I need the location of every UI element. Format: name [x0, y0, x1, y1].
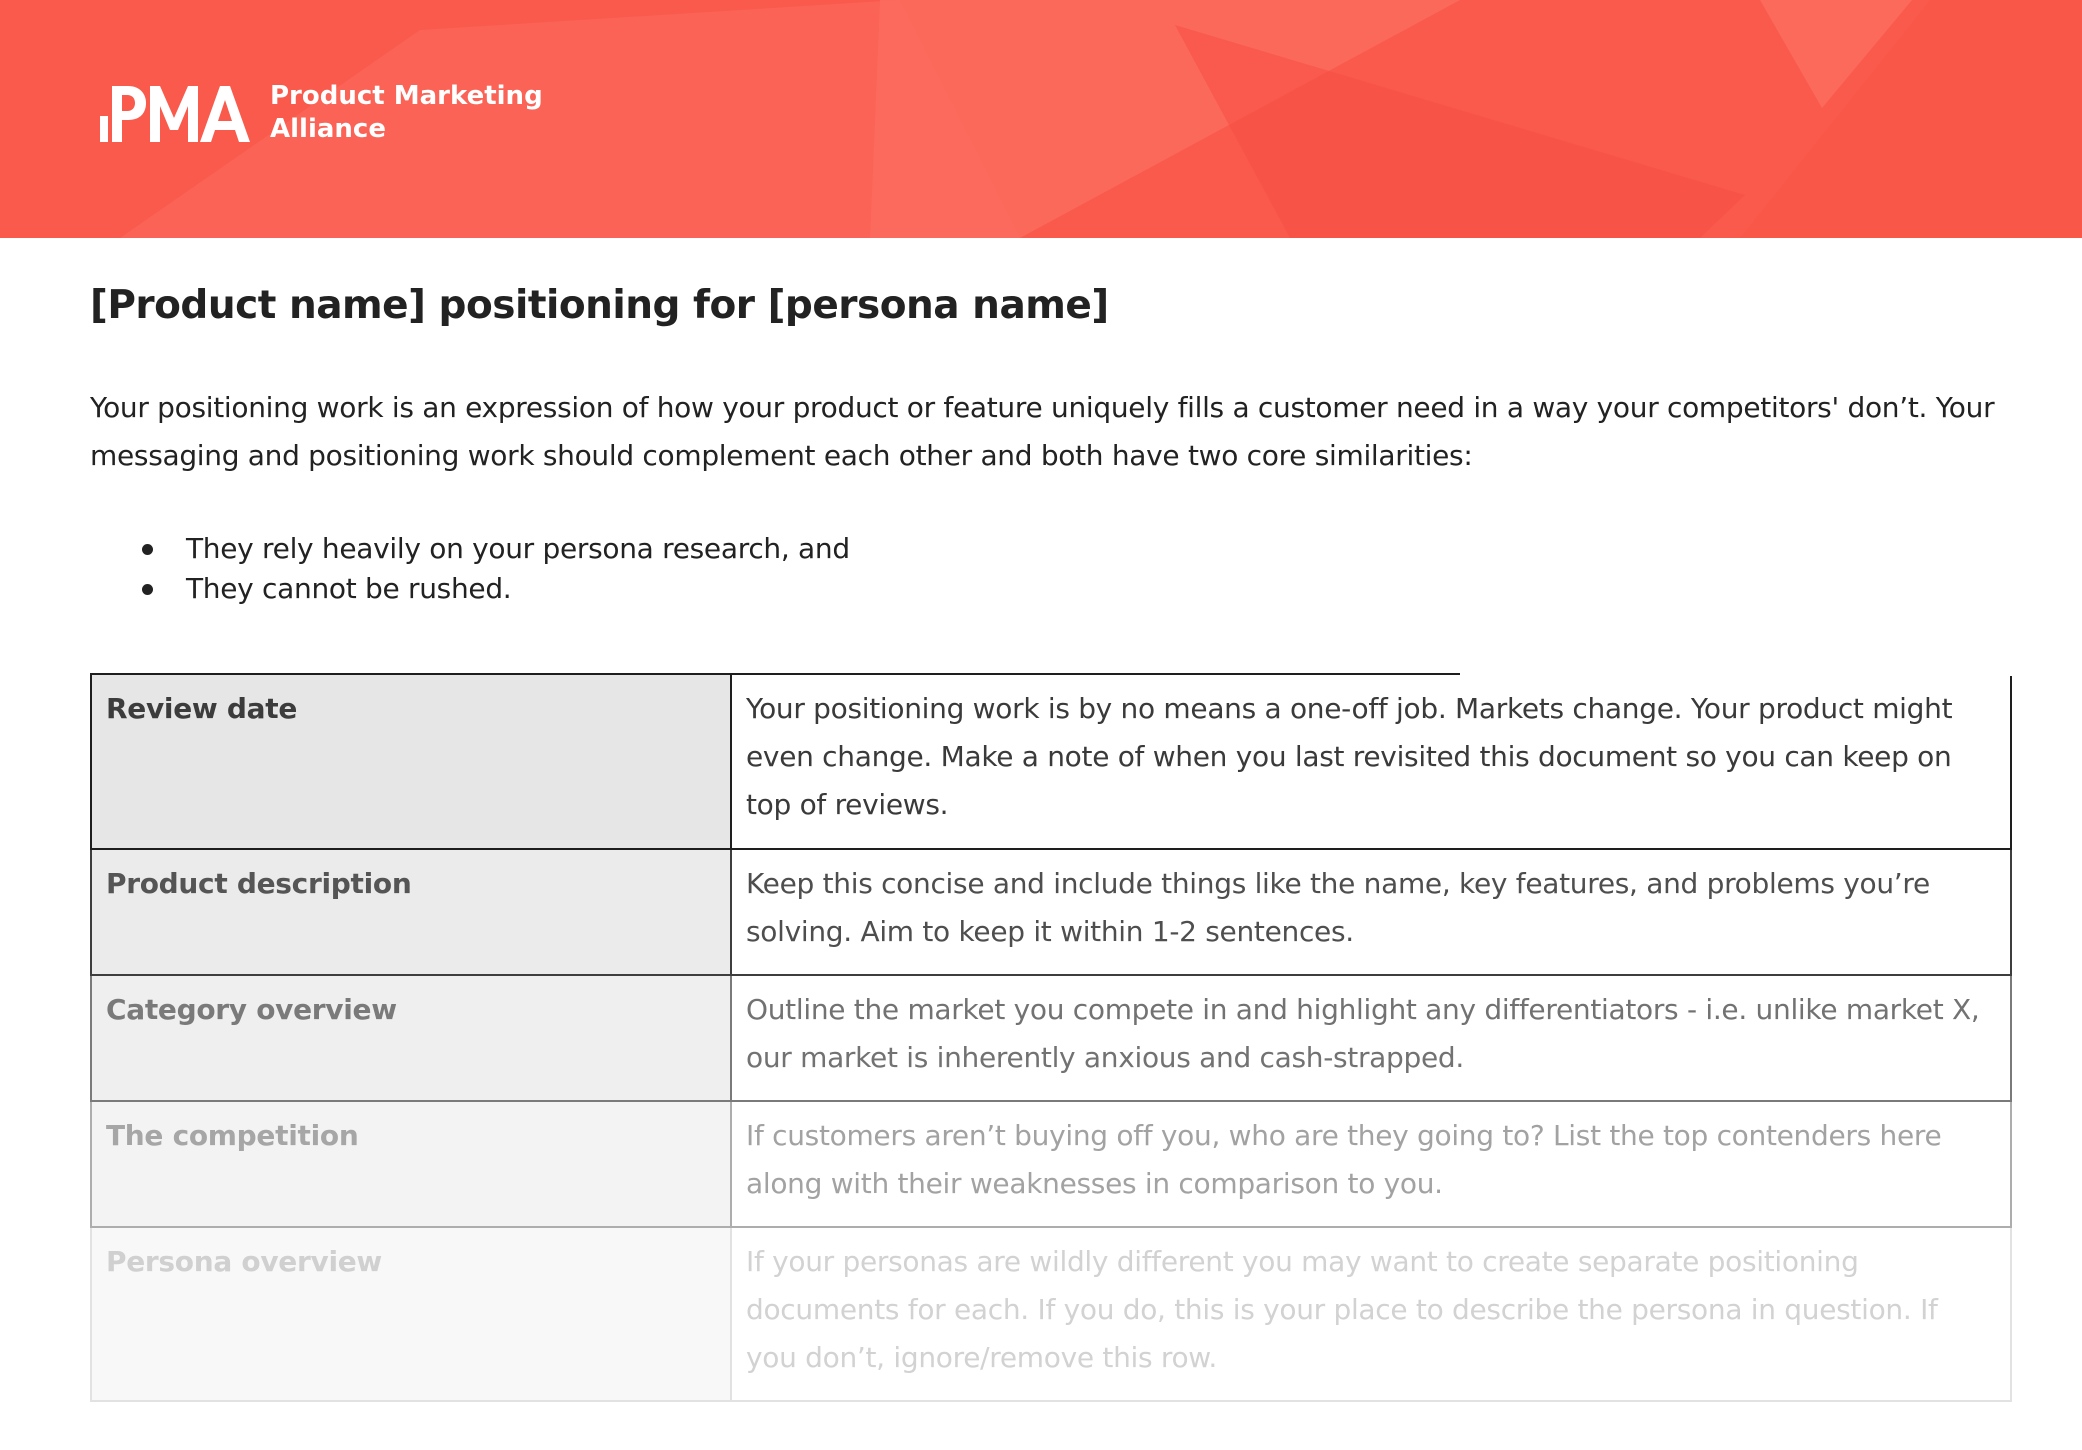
- brand-logo[interactable]: [100, 82, 543, 144]
- list-item-text: They cannot be rushed.: [186, 572, 512, 605]
- bullet-icon: [142, 544, 153, 555]
- row-label-category-overview: Category overview: [91, 975, 731, 1101]
- table-row: [91, 975, 2011, 1101]
- bullet-icon: [142, 584, 153, 595]
- row-text-review-date[interactable]: Your positioning work is by no means a one-off job. Markets change. Your product might even change. Make a note of when you last revisited this document so you can keep on top of reviews.: [731, 674, 2011, 849]
- row-label-the-competition: The competition: [91, 1101, 731, 1227]
- row-label-product-description: Product description: [91, 849, 731, 975]
- table-row: [91, 674, 2011, 849]
- list-item-text: They rely heavily on your persona research, and: [186, 532, 850, 565]
- pma-logo-icon: [100, 82, 252, 144]
- intro-paragraph: Your positioning work is an expression of how your product or feature uniquely fills a customer need in a way your competitors' don’t. Your messaging and positioning work should complement each other and both have two core similarities:: [90, 391, 1995, 472]
- page-title: [Product name] positioning for [persona name]: [90, 283, 1109, 328]
- positioning-table-wrapper: [90, 673, 2012, 1402]
- table-row: [91, 1101, 2011, 1227]
- table-row: [91, 849, 2011, 975]
- row-text-category-overview[interactable]: Outline the market you compete in and highlight any differentiators - i.e. unlike market X, our market is inherently anxious and cash-strapped.: [731, 975, 2011, 1101]
- bullet-list: [90, 529, 2012, 609]
- row-text-the-competition[interactable]: If customers aren’t buying off you, who are they going to? List the top contenders here along with their weaknesses in comparison to you.: [731, 1101, 2011, 1227]
- brand-name-line2: Alliance: [270, 114, 386, 144]
- row-label-review-date: Review date: [91, 674, 731, 849]
- positioning-table: [90, 673, 2012, 1402]
- list-item: [90, 529, 2012, 569]
- table-top-border-gap: [1460, 673, 2012, 676]
- table-row: [91, 1227, 2011, 1401]
- brand-name-line1: Product Marketing: [270, 81, 543, 111]
- header-banner: [0, 0, 2082, 238]
- row-text-product-description[interactable]: Keep this concise and include things like the name, key features, and problems you’re solving. Aim to keep it within 1-2 sentences.: [731, 849, 2011, 975]
- list-item: [90, 569, 2012, 609]
- brand-name: [270, 80, 543, 146]
- row-label-persona-overview: Persona overview: [91, 1227, 731, 1401]
- document-body: [90, 238, 2012, 609]
- row-text-persona-overview[interactable]: If your personas are wildly different you may want to create separate positioning documents for each. If you do, this is your place to describe the persona in question. If you don’t, ignore/remove this row.: [731, 1227, 2011, 1401]
